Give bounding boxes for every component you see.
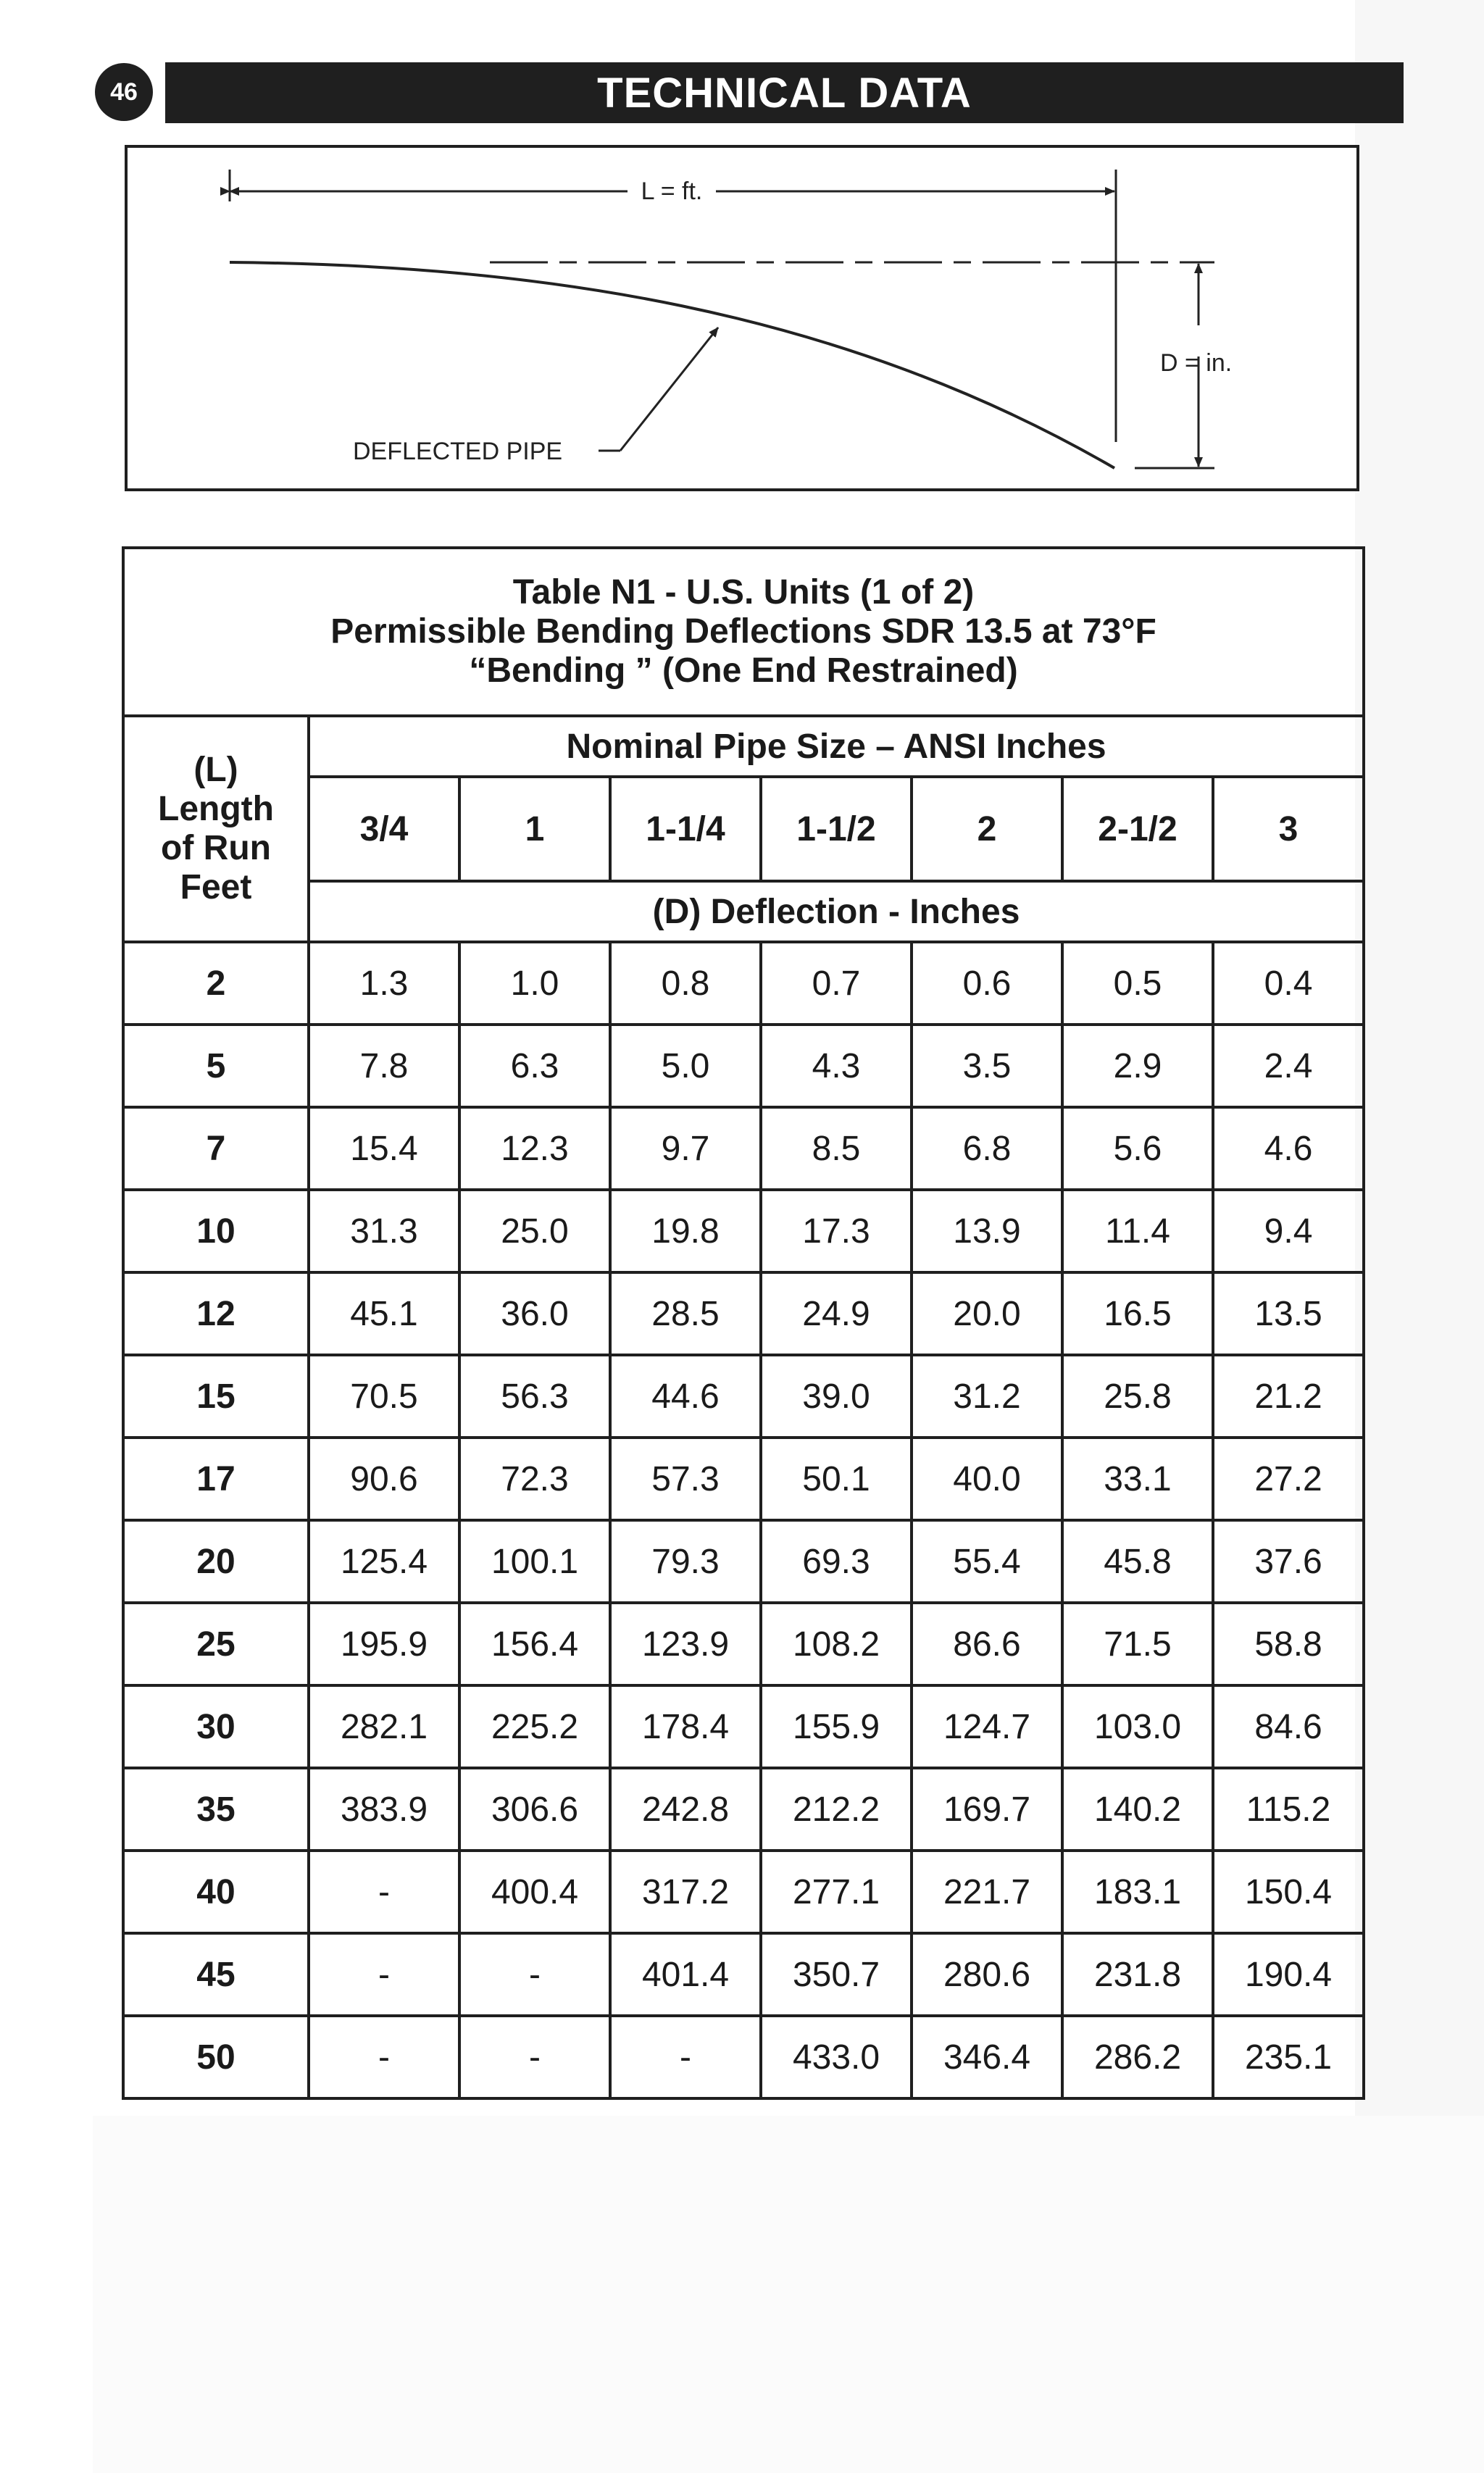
table-title-line-2: Permissible Bending Deflections SDR 13.5 at 73°F [330,612,1156,651]
deflection-diagram-drawing [128,148,1356,488]
deflection-value-cell: 169.7 [912,1768,1062,1851]
deflection-value-cell: 90.6 [309,1438,459,1520]
deflection-value-cell: 178.4 [610,1685,761,1768]
size-header-cell: 1-1/2 [761,777,912,881]
deflection-value-cell: 3.5 [912,1025,1062,1107]
deflection-value-cell: 36.0 [459,1272,610,1355]
deflection-value-cell: 86.6 [912,1603,1062,1685]
deflection-value-cell: 11.4 [1062,1190,1213,1272]
deflection-value-cell: 346.4 [912,2016,1062,2098]
table-row [123,2016,1364,2098]
deflection-value-cell: 16.5 [1062,1272,1213,1355]
deflection-value-cell: 0.5 [1062,942,1213,1025]
deflection-value-cell: 27.2 [1213,1438,1364,1520]
deflection-value-cell: - [610,2016,761,2098]
table-row [123,1438,1364,1520]
size-header-cell: 2-1/2 [1062,777,1213,881]
length-label: L = ft. [641,178,703,205]
deflection-value-cell: 31.2 [912,1355,1062,1438]
table-body [123,942,1364,2098]
deflection-value-cell: 195.9 [309,1603,459,1685]
table-title [123,548,1364,716]
deflection-value-cell: 100.1 [459,1520,610,1603]
deflection-value-cell: 1.0 [459,942,610,1025]
deflection-value-cell: 383.9 [309,1768,459,1851]
table-row [123,1685,1364,1768]
deflection-value-cell: 401.4 [610,1933,761,2016]
deflection-value-cell: 25.0 [459,1190,610,1272]
deflection-value-cell: 5.0 [610,1025,761,1107]
row-header-length [123,716,309,942]
row-length-cell: 20 [123,1520,309,1603]
deflection-value-cell: 50.1 [761,1438,912,1520]
deflected-pipe-label: DEFLECTED PIPE [353,438,563,465]
deflection-value-cell: 150.4 [1213,1851,1364,1933]
table-row [123,1768,1364,1851]
deflection-value-cell: 400.4 [459,1851,610,1933]
deflection-value-cell: 190.4 [1213,1933,1364,2016]
deflection-value-cell: 0.6 [912,942,1062,1025]
deflection-value-cell: 12.3 [459,1107,610,1190]
deflection-diagram [125,145,1359,491]
deflection-value-cell: 72.3 [459,1438,610,1520]
deflection-value-cell: 231.8 [1062,1933,1213,2016]
deflection-value-cell: 19.8 [610,1190,761,1272]
table-row [123,1355,1364,1438]
deflection-value-cell: 212.2 [761,1768,912,1851]
deflection-value-cell: 0.7 [761,942,912,1025]
table-row [123,1603,1364,1685]
deflection-label: D = in. [1160,349,1233,377]
row-length-cell: 10 [123,1190,309,1272]
deflection-value-cell: 277.1 [761,1851,912,1933]
deflection-value-cell: 24.9 [761,1272,912,1355]
size-header-cell: 3/4 [309,777,459,881]
table-row [123,1107,1364,1190]
deflection-value-cell: 31.3 [309,1190,459,1272]
deflection-value-cell: - [459,1933,610,2016]
deflection-value-cell: 45.1 [309,1272,459,1355]
row-length-cell: 40 [123,1851,309,1933]
deflection-value-cell: 282.1 [309,1685,459,1768]
deflection-data-table [122,546,1365,2100]
deflection-value-cell: 1.3 [309,942,459,1025]
deflection-value-cell: 433.0 [761,2016,912,2098]
deflection-value-cell: 225.2 [459,1685,610,1768]
table-row [123,1272,1364,1355]
deflection-value-cell: 242.8 [610,1768,761,1851]
deflection-value-cell: 69.3 [761,1520,912,1603]
row-length-cell: 17 [123,1438,309,1520]
deflection-value-cell: - [309,2016,459,2098]
deflection-value-cell: 40.0 [912,1438,1062,1520]
deflection-value-cell: 6.3 [459,1025,610,1107]
deflection-value-cell: 350.7 [761,1933,912,2016]
row-header-line-3: of Run [161,829,271,867]
deflection-value-cell: 57.3 [610,1438,761,1520]
row-header-line-4: Feet [180,868,252,906]
deflection-value-cell: 4.3 [761,1025,912,1107]
deflection-value-cell: 13.5 [1213,1272,1364,1355]
deflection-value-cell: 0.8 [610,942,761,1025]
deflection-value-cell: 28.5 [610,1272,761,1355]
deflection-value-cell: - [309,1933,459,2016]
size-header-cell: 1-1/4 [610,777,761,881]
deflection-value-cell: 44.6 [610,1355,761,1438]
size-header-cell: 1 [459,777,610,881]
table-row [123,1851,1364,1933]
deflection-value-cell: 140.2 [1062,1768,1213,1851]
deflection-value-cell: 306.6 [459,1768,610,1851]
deflection-value-cell: 79.3 [610,1520,761,1603]
table-title-line-1: Table N1 - U.S. Units (1 of 2) [512,573,975,612]
deflection-value-cell: 8.5 [761,1107,912,1190]
deflection-group-header: (D) Deflection - Inches [309,881,1364,942]
row-length-cell: 30 [123,1685,309,1768]
deflection-value-cell: 58.8 [1213,1603,1364,1685]
row-length-cell: 12 [123,1272,309,1355]
deflection-value-cell: 25.8 [1062,1355,1213,1438]
table-row [123,1025,1364,1107]
deflection-value-cell: 108.2 [761,1603,912,1685]
deflection-value-cell: 37.6 [1213,1520,1364,1603]
deflection-value-cell: 125.4 [309,1520,459,1603]
deflection-value-cell: 183.1 [1062,1851,1213,1933]
deflection-value-cell: 123.9 [610,1603,761,1685]
deflection-value-cell: 2.4 [1213,1025,1364,1107]
page-margin-shade [1355,0,1484,2473]
row-length-cell: 45 [123,1933,309,2016]
deflection-value-cell: 5.6 [1062,1107,1213,1190]
deflection-value-cell: 84.6 [1213,1685,1364,1768]
deflection-value-cell: 9.7 [610,1107,761,1190]
deflection-value-cell: 9.4 [1213,1190,1364,1272]
deflection-value-cell: 155.9 [761,1685,912,1768]
pipe-leader-arrow [620,328,718,451]
table-row [123,1520,1364,1603]
page-number-badge: 46 [95,63,153,121]
row-length-cell: 5 [123,1025,309,1107]
page-bottom-shade [93,2116,1484,2473]
deflection-value-cell: - [309,1851,459,1933]
deflection-value-cell: 115.2 [1213,1768,1364,1851]
deflection-value-cell: 6.8 [912,1107,1062,1190]
deflection-value-cell: 221.7 [912,1851,1062,1933]
deflection-value-cell: 280.6 [912,1933,1062,2016]
deflection-value-cell: 235.1 [1213,2016,1364,2098]
deflection-value-cell: 286.2 [1062,2016,1213,2098]
row-length-cell: 35 [123,1768,309,1851]
deflection-value-cell: 2.9 [1062,1025,1213,1107]
deflection-value-cell: 13.9 [912,1190,1062,1272]
row-length-cell: 25 [123,1603,309,1685]
deflection-value-cell: 317.2 [610,1851,761,1933]
row-header-line-2: Length [158,790,274,828]
deflection-value-cell: 4.6 [1213,1107,1364,1190]
deflection-value-cell: 45.8 [1062,1520,1213,1603]
deflection-value-cell: 156.4 [459,1603,610,1685]
deflection-value-cell: 103.0 [1062,1685,1213,1768]
section-title-bar: TECHNICAL DATA [165,62,1404,123]
deflection-value-cell: 71.5 [1062,1603,1213,1685]
deflection-value-cell: 21.2 [1213,1355,1364,1438]
row-length-cell: 2 [123,942,309,1025]
deflection-value-cell: 15.4 [309,1107,459,1190]
row-length-cell: 15 [123,1355,309,1438]
deflection-value-cell: - [459,2016,610,2098]
deflection-value-cell: 56.3 [459,1355,610,1438]
deflection-value-cell: 17.3 [761,1190,912,1272]
deflection-value-cell: 124.7 [912,1685,1062,1768]
deflection-value-cell: 7.8 [309,1025,459,1107]
deflection-value-cell: 55.4 [912,1520,1062,1603]
table-title-line-3: “Bending ” (One End Restrained) [469,651,1018,690]
table-row [123,942,1364,1025]
size-header-cell: 2 [912,777,1062,881]
size-group-header: Nominal Pipe Size – ANSI Inches [309,716,1364,777]
table-row [123,1190,1364,1272]
table-row [123,1933,1364,2016]
deflection-value-cell: 0.4 [1213,942,1364,1025]
row-length-cell: 50 [123,2016,309,2098]
deflection-value-cell: 33.1 [1062,1438,1213,1520]
size-header-cell: 3 [1213,777,1364,881]
row-header-line-1: (L) [193,751,238,789]
deflection-value-cell: 20.0 [912,1272,1062,1355]
deflection-value-cell: 39.0 [761,1355,912,1438]
row-length-cell: 7 [123,1107,309,1190]
deflection-table [122,546,1362,2100]
deflection-value-cell: 70.5 [309,1355,459,1438]
